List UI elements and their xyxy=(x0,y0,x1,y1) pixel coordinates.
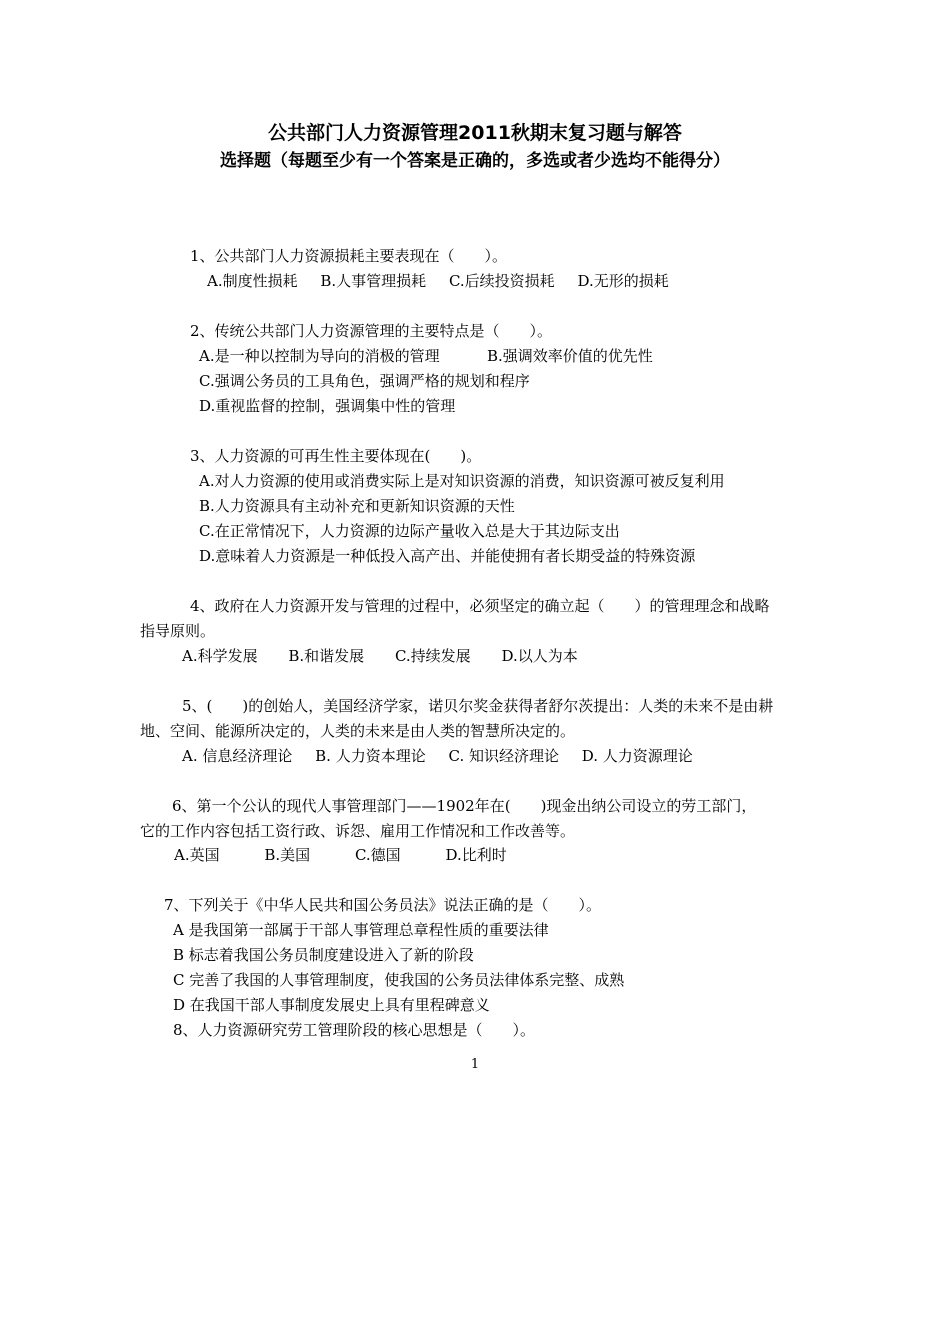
option-a: A.科学发展 xyxy=(182,647,258,665)
document-subtitle: 选择题（每题至少有一个答案是正确的，多选或者少选均不能得分） xyxy=(220,151,730,171)
question-1-options xyxy=(207,271,687,291)
question-7-option-d: D 在我国干部人事制度发展史上具有里程碑意义 xyxy=(173,996,490,1014)
option-d: D.比利时 xyxy=(445,846,507,864)
option-b: B.美国 xyxy=(264,846,311,864)
question-2-option-a: A.是一种以控制为导向的消极的管理 xyxy=(199,347,440,365)
question-4-line-1: 4、政府在人力资源开发与管理的过程中，必须坚定的确立起（ ）的管理理念和战略 xyxy=(190,597,770,615)
page-number: 1 xyxy=(470,1057,480,1072)
option-c: C.德国 xyxy=(354,846,401,864)
question-8: 8、人力资源研究劳工管理阶段的核心思想是（ ）。 xyxy=(173,1021,536,1039)
option-c: C.后续投资损耗 xyxy=(448,272,555,290)
question-5-options xyxy=(182,746,711,766)
question-6-options xyxy=(174,845,525,865)
question-3-option-d: D.意味着人力资源是一种低投入高产出、并能使拥有者长期受益的特殊资源 xyxy=(199,547,696,565)
question-2-option-d: D.重视监督的控制，强调集中性的管理 xyxy=(199,397,456,415)
question-5-line-2: 地、空间、能源所决定的，人类的未来是由人类的智慧所决定的。 xyxy=(140,722,576,740)
question-3-option-b: B.人力资源具有主动补充和更新知识资源的天性 xyxy=(199,497,515,515)
option-c: C. 知识经济理论 xyxy=(448,747,559,765)
question-7-option-c: C 完善了我国的人事管理制度，使我国的公务员法律体系完整、成熟 xyxy=(173,971,625,989)
question-6-line-1: 6、第一个公认的现代人事管理部门——1902年在( )现金出纳公司设立的劳工部门， xyxy=(172,797,757,815)
question-6-line-2: 它的工作内容包括工资行政、诉怨、雇用工作情况和工作改善等。 xyxy=(140,822,576,840)
option-a: A.制度性损耗 xyxy=(207,272,298,290)
option-b: B. 人力资本理论 xyxy=(315,747,426,765)
question-1: 1、公共部门人力资源损耗主要表现在（ ）。 xyxy=(190,247,508,265)
question-3-option-c: C.在正常情况下，人力资源的边际产量收入总是大于其边际支出 xyxy=(199,522,620,540)
option-d: D.以人为本 xyxy=(501,647,578,665)
question-7-option-a: A 是我国第一部属于干部人事管理总章程性质的重要法律 xyxy=(173,921,549,939)
option-c: C.持续发展 xyxy=(394,647,471,665)
question-2-option-b: B.强调效率价值的优先性 xyxy=(487,347,653,365)
option-b: B.人事管理损耗 xyxy=(320,272,427,290)
option-d: D. 人力资源理论 xyxy=(581,747,693,765)
question-5-line-1: 5、( )的创始人，美国经济学家，诺贝尔奖金获得者舒尔茨提出：人类的未来不是由耕 xyxy=(182,697,774,715)
option-b: B.和谐发展 xyxy=(288,647,365,665)
question-4-line-2: 指导原则。 xyxy=(140,622,216,640)
option-d: D.无形的损耗 xyxy=(577,272,669,290)
question-2-option-c: C.强调公务员的工具角色，强调严格的规划和程序 xyxy=(199,372,530,390)
question-7-option-b: B 标志着我国公务员制度建设进入了新的阶段 xyxy=(173,946,474,964)
option-a: A.英国 xyxy=(174,846,220,864)
question-7: 7、下列关于《中华人民共和国公务员法》说法正确的是（ ）。 xyxy=(164,896,602,914)
question-2: 2、传统公共部门人力资源管理的主要特点是（ ）。 xyxy=(190,322,553,340)
question-4-options xyxy=(182,646,596,666)
question-3-option-a: A.对人力资源的使用或消费实际上是对知识资源的消费，知识资源可被反复利用 xyxy=(199,472,725,490)
document-title: 公共部门人力资源管理2011秋期末复习题与解答 xyxy=(268,122,682,144)
option-a: A. 信息经济理论 xyxy=(182,747,293,765)
question-3: 3、人力资源的可再生性主要体现在( )。 xyxy=(190,447,482,465)
